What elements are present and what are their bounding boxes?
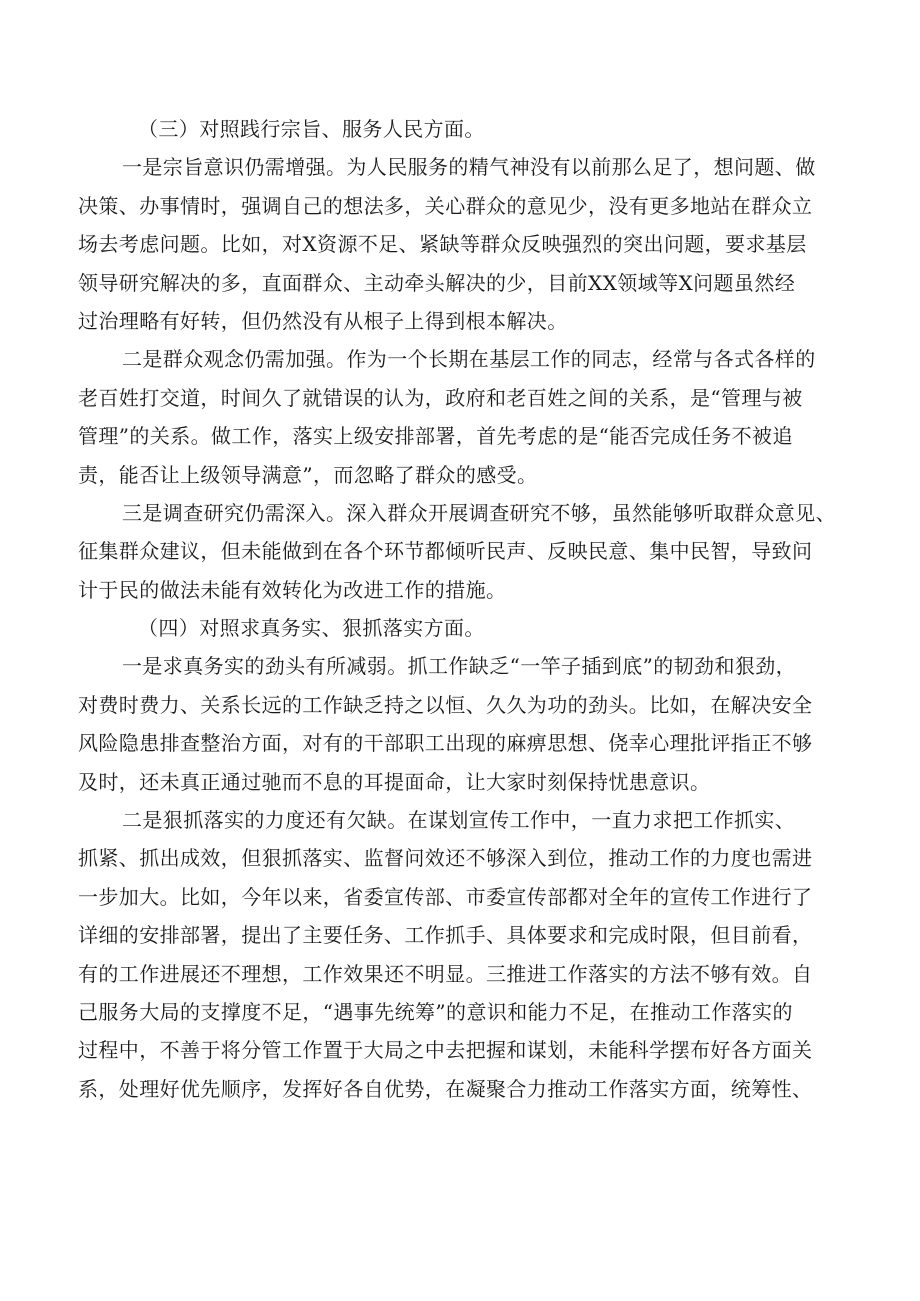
paragraph-line: 抓紧、抓出成效，但狠抓落实、监督问效还不够深入到位，推动工作的力度也需进 [78,846,813,871]
paragraph-line: 二是群众观念仍需加强。作为一个长期在基层工作的同志，经常与各式各样的 [122,347,816,372]
paragraph-line: 有的工作进展还不理想，工作效果还不明显。三推进工作落实的方法不够有效。自 [78,961,813,986]
paragraph [78,647,858,801]
paragraph-line: 老百姓打交道，时间久了就错误的认为，政府和老百姓之间的关系，是“管理与被 [78,385,803,410]
paragraph-line: 一是宗旨意识仍需增强。为人民服务的精气神没有以前那么足了，想问题、做 [122,155,816,180]
paragraph [78,340,858,494]
document-body [78,110,858,1108]
paragraph-line: 一是求真务实的劲头有所减弱。抓工作缺乏“一竿子插到底”的韧劲和狠劲， [122,654,797,679]
section-heading: （四）对照求真务实、狠抓落实方面。 [138,616,485,641]
paragraph-line: 三是调查研究仍需深入。深入群众开展调查研究不够，虽然能够听取群众意见、 [122,500,836,525]
paragraph [78,494,858,609]
paragraph-line: 征集群众建议，但未能做到在各个环节都倾听民声、反映民意、集中民智，导致问 [78,539,813,564]
paragraph-line: 决策、办事情时，强调自己的想法多，关心群众的意见少，没有更多地站在群众立 [78,193,813,218]
paragraph [78,801,858,1108]
paragraph-line: 一步加大。比如，今年以来，省委宣传部、市委宣传部都对全年的宣传工作进行了 [78,884,813,909]
paragraph-line: 计于民的做法未能有效转化为改进工作的措施。 [78,577,507,602]
paragraph-line: 二是狠抓落实的力度还有欠缺。在谋划宣传工作中，一直力求把工作抓实、 [122,808,796,833]
paragraph-line: 场去考虑问题。比如，对X资源不足、紧缺等群众反映强烈的突出问题，要求基层 [78,232,807,257]
paragraph-line: 对费时费力、关系长远的工作缺乏持之以恒、久久为功的劲头。比如，在解决安全 [78,692,813,717]
paragraph-line: 及时，还未真正通过驰而不息的耳提面命，让大家时刻保持忧患意识。 [78,769,711,794]
paragraph-line: 己服务大局的支撑度不足，“遇事先统筹”的意识和能力不足，在推动工作落实的 [78,999,793,1024]
paragraph-line: 过程中，不善于将分管工作置于大局之中去把握和谋划，未能科学摆布好各方面关 [78,1038,813,1063]
paragraph-line: 风险隐患排查整治方面，对有的干部职工出现的麻痹思想、侥幸心理批评指正不够 [78,731,813,756]
paragraph-line: 责，能否让上级领导满意”，而忽略了群众的感受。 [78,462,538,487]
paragraph-line: 系，处理好优先顺序，发挥好各自优势，在凝聚合力推动工作落实方面，统筹性、 [78,1076,813,1101]
paragraph-line: 管理”的关系。做工作，落实上级安排部署，首先考虑的是“能否完成任务不被追 [78,424,793,449]
section-heading: （三）对照践行宗旨、服务人民方面。 [138,117,485,141]
paragraph-line: 过治理略有好转，但仍然没有从根子上得到根本解决。 [78,308,568,333]
paragraph-line: 详细的安排部署，提出了主要任务、工作抓手、具体要求和完成时限，但目前看， [78,923,813,948]
paragraph-line: 领导研究解决的多，直面群众、主动牵头解决的少，目前XX领域等X问题虽然经 [78,270,796,295]
paragraph [78,148,858,340]
